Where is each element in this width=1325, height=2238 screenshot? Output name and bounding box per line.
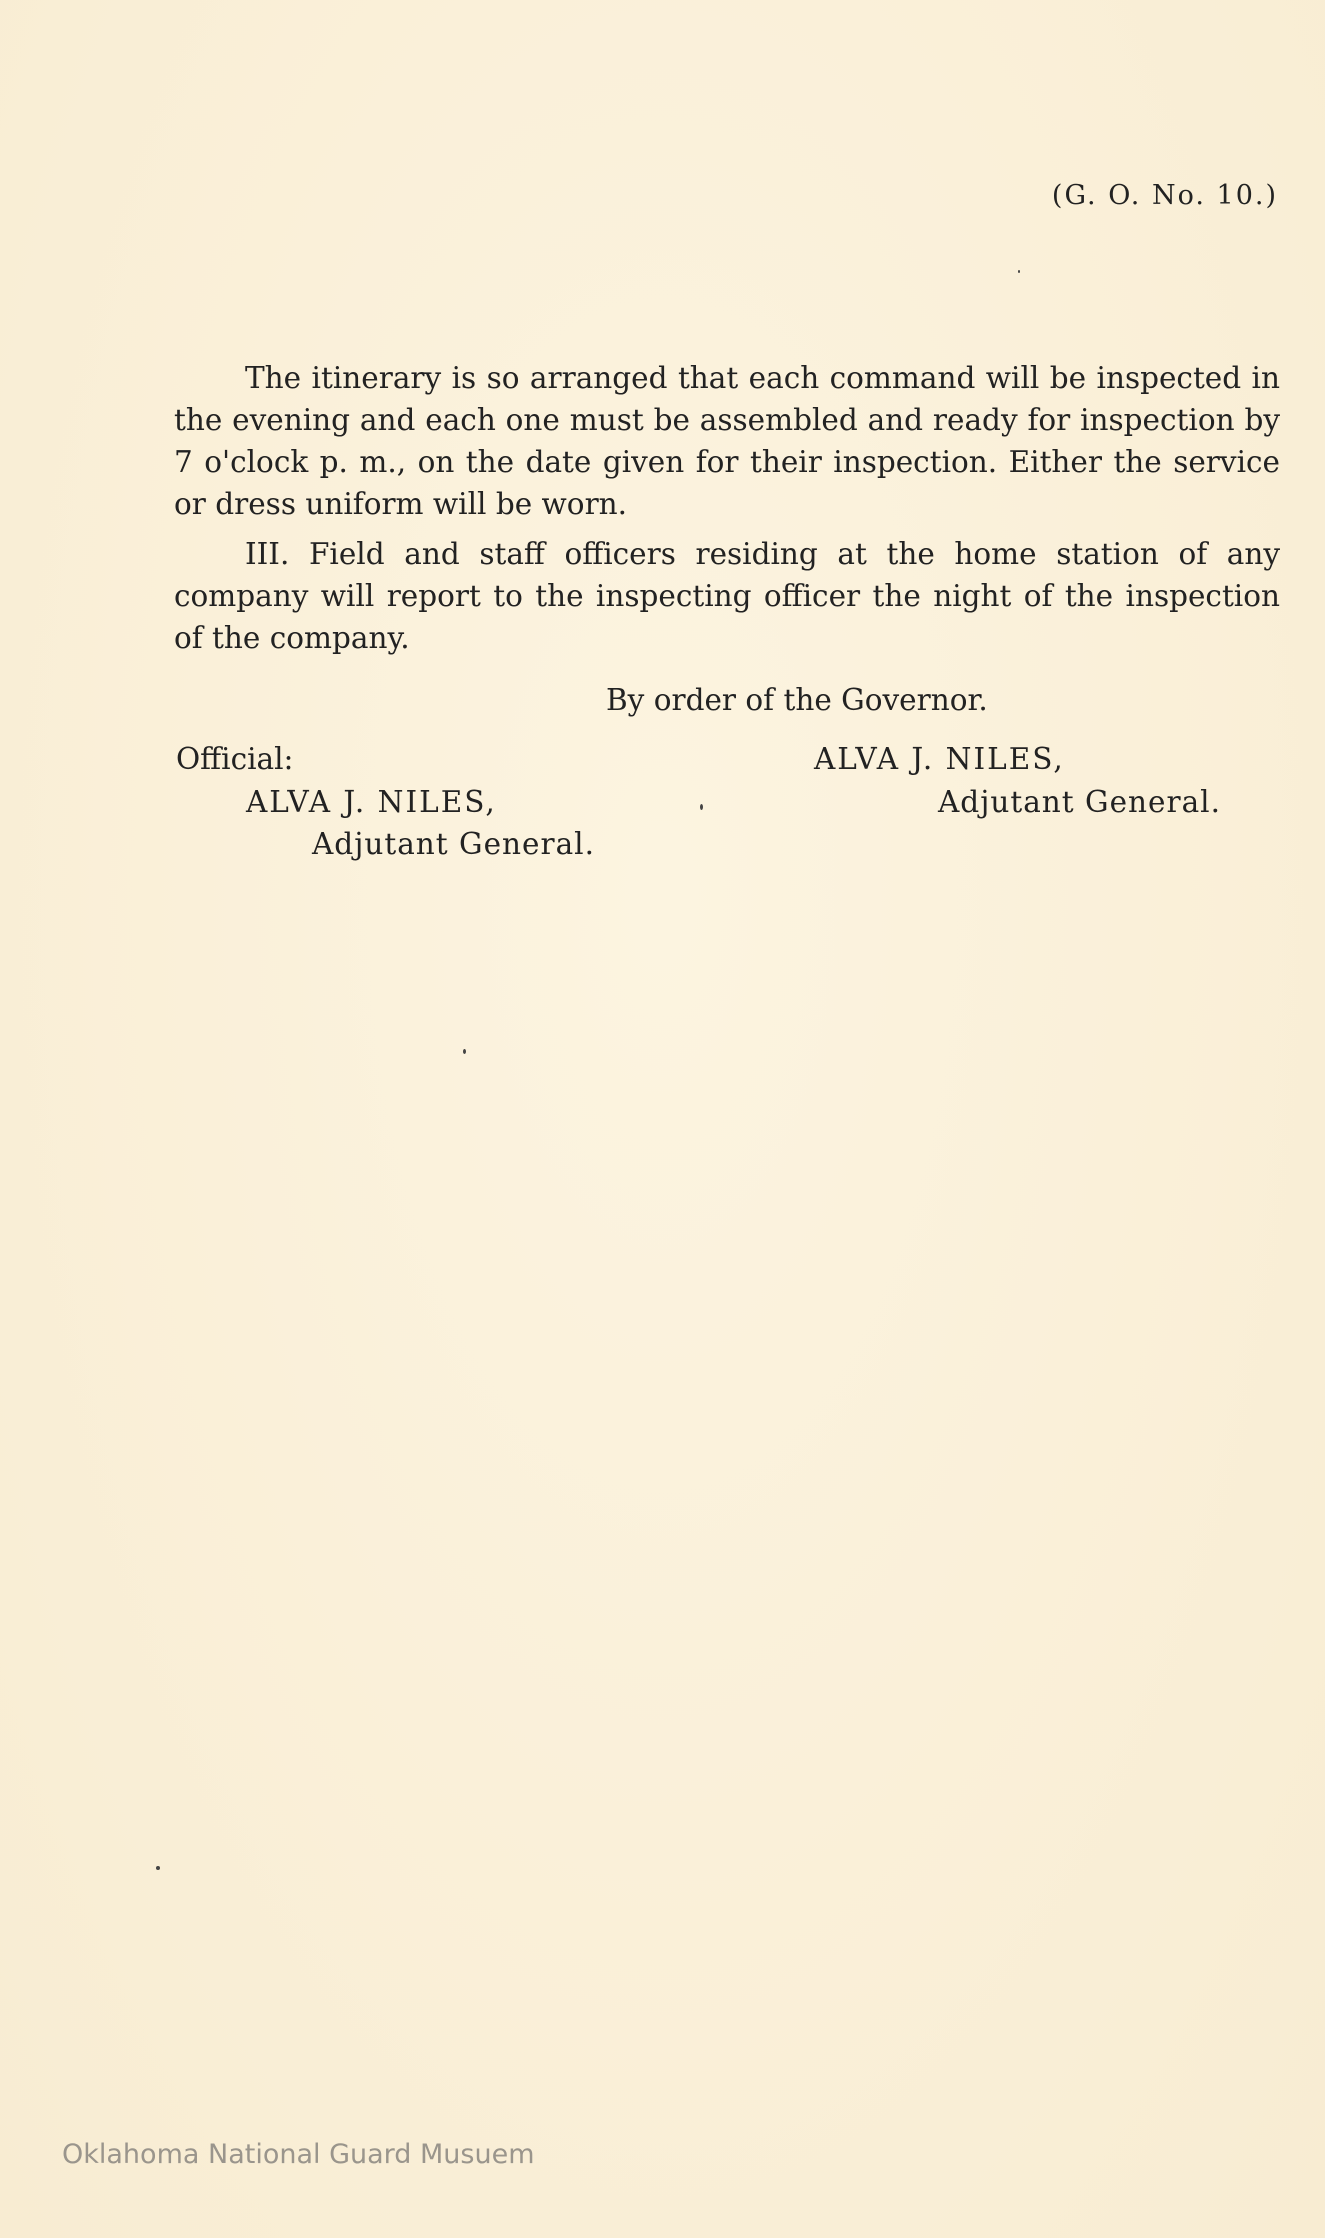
official-signatory-name: ALVA J. NILES,	[246, 785, 497, 819]
paper-speck	[1018, 270, 1020, 273]
signatory-title: Adjutant General.	[938, 785, 1221, 819]
itinerary-paragraph: The itinerary is so arranged that each command will be inspected in the evening and each one must be assembled and ready for inspection by 7 o'clock p. m., on the date given for their inspection. Either the service or dress uniform will be worn.	[174, 361, 1280, 521]
field-staff-paragraph: III. Field and staff officers residing at the home station of any company will report to the inspecting officer the night of the inspection of the company.	[174, 537, 1280, 655]
paper-speck	[156, 1866, 160, 1870]
by-order-line: By order of the Governor.	[606, 683, 988, 717]
official-label: Official:	[176, 742, 294, 776]
paper-speck	[700, 804, 703, 810]
official-signatory-title: Adjutant General.	[312, 827, 595, 861]
general-order-reference: (G. O. No. 10.)	[1051, 180, 1278, 211]
museum-watermark: Oklahoma National Guard Musuem	[62, 2139, 535, 2170]
signatory-name: ALVA J. NILES,	[814, 742, 1065, 776]
paper-speck	[463, 1049, 466, 1054]
